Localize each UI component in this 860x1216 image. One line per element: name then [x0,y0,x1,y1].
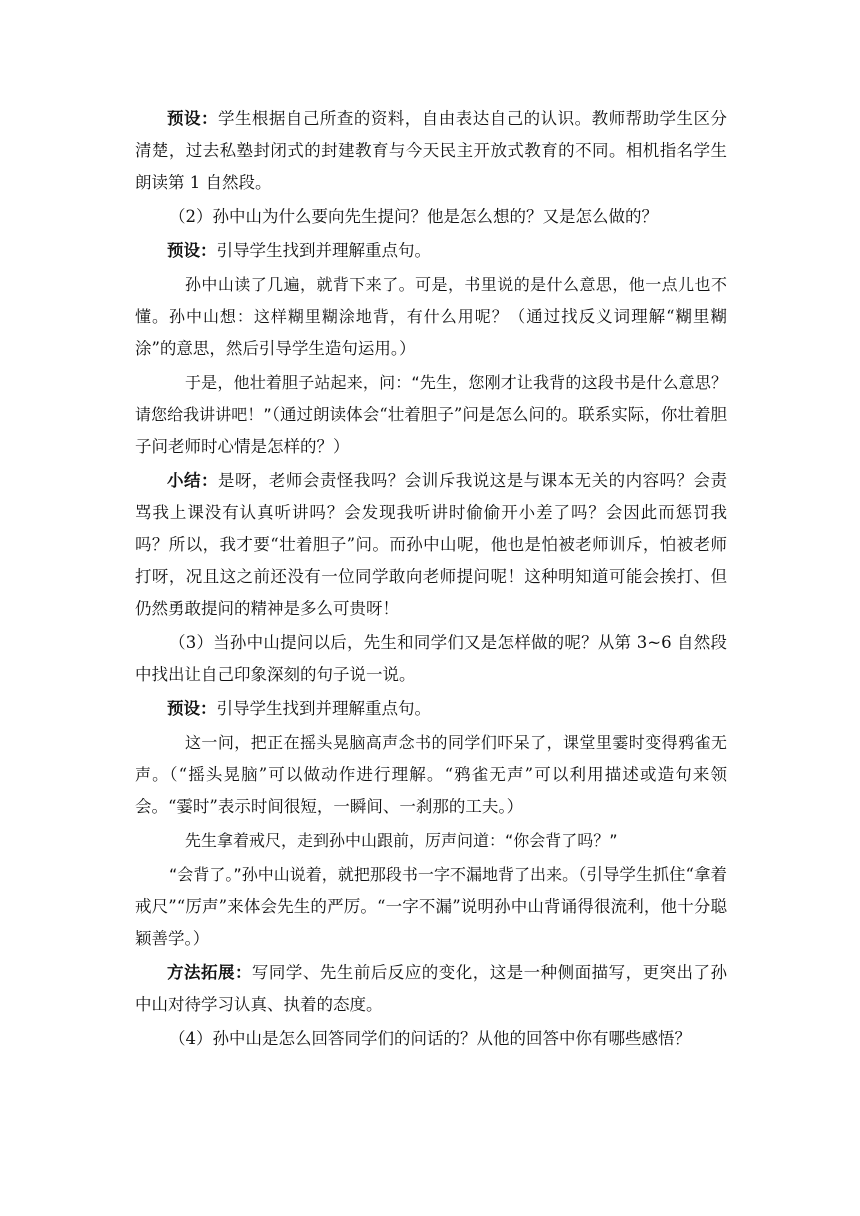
quote-sentence-5 [135,859,727,955]
preset-label: 预设： [167,241,217,260]
quote-text: 这一问，把正在摇头晃脑高声念书的同学们吓呆了，课堂里霎时变得鸦雀无声。 [135,733,727,784]
preset-text: 学生根据自己所查的资料，自由表达自己的认识。教师帮助学生区分清楚，过去私塾封闭式的封建教育与今天民主开放式教育的不同。相机指名学生朗读第 1 自然段。 [135,109,727,192]
preset-label: 预设： [167,699,217,718]
summary-label: 小结： [167,471,218,490]
paragraph-preset-2 [135,235,727,267]
preset-text: 引导学生找到并理解重点句。 [216,241,431,260]
paragraph-method [135,957,727,1021]
method-label: 方法拓展： [167,963,252,982]
question-4: （4）孙中山是怎么回答同学们的问话的？从他的回答中你有哪些感悟？ [169,1029,691,1048]
question-2: （2）孙中山为什么要向先生提问？他是怎么想的？又是怎么做的？ [169,207,658,226]
quote-note: （引导学生抓住“拿着戒尺”“厉声”来体会先生的严厉。“一字不漏”说明孙中山背诵得很流利，他十分聪颖善学。） [135,865,727,948]
paragraph-preset-1 [135,103,727,199]
quote-note: （通过找反义词理解“糊里糊涂”的意思，然后引导学生造句运用。） [135,307,727,358]
quote-sentence-4 [135,825,727,857]
quote-sentence-3 [135,727,727,823]
document-body [135,103,727,1057]
quote-text: 先生拿着戒尺，走到孙中山跟前，厉声问道：“你会背了吗？” [185,831,618,850]
question-3: （3）当孙中山提问以后，先生和同学们又是怎样做的呢？从第 3~6 自然段中找出让自己印象深刻的句子说一说。 [135,633,727,684]
paragraph-summary [135,465,727,625]
quote-text: “会背了。”孙中山说着，就把那段书一字不漏地背了出来。 [169,865,579,884]
quote-sentence-1 [135,269,727,365]
summary-text: 是呀，老师会责怪我吗？会训斥我说这是与课本无关的内容吗？会责骂我上课没有认真听讲吗？会发现我听讲时偷偷开小差了吗？会因此而惩罚我吗？所以，我才要“壮着胆子”问。而孙中山呢，他也是怕被老师训斥，怕被老师打呀，况且这之前还没有一位同学敢向老师提问呢！这种明知道可能会挨打、但仍然勇敢提问的精神是多么可贵呀！ [135,471,727,618]
preset-label: 预设： [167,109,218,128]
quote-sentence-2 [135,367,727,463]
quote-text: 孙中山读了几遍，就背下来了。可是，书里说的是什么意思，他一点儿也不懂。孙中山想：这样糊里糊涂地背，有什么用呢？ [135,275,727,326]
preset-text: 引导学生找到并理解重点句。 [216,699,431,718]
quote-note: （通过朗读体会“壮着胆子”问是怎么问的。联系实际，你壮着胆子问老师时心情是怎样的？） [135,405,727,456]
quote-note: （“摇头晃脑”可以做动作进行理解。“鸦雀无声”可以利用描述或造句来领会。“霎时”表示时间很短，一瞬间、一刹那的工夫。） [135,765,727,816]
method-text: 写同学、先生前后反应的变化，这是一种侧面描写，更突出了孙中山对待学习认真、执着的态度。 [135,963,727,1014]
paragraph-preset-3 [135,693,727,725]
quote-text: 于是，他壮着胆子站起来，问：“先生，您刚才让我背的这段书是什么意思？请您给我讲讲吧！” [135,373,727,424]
